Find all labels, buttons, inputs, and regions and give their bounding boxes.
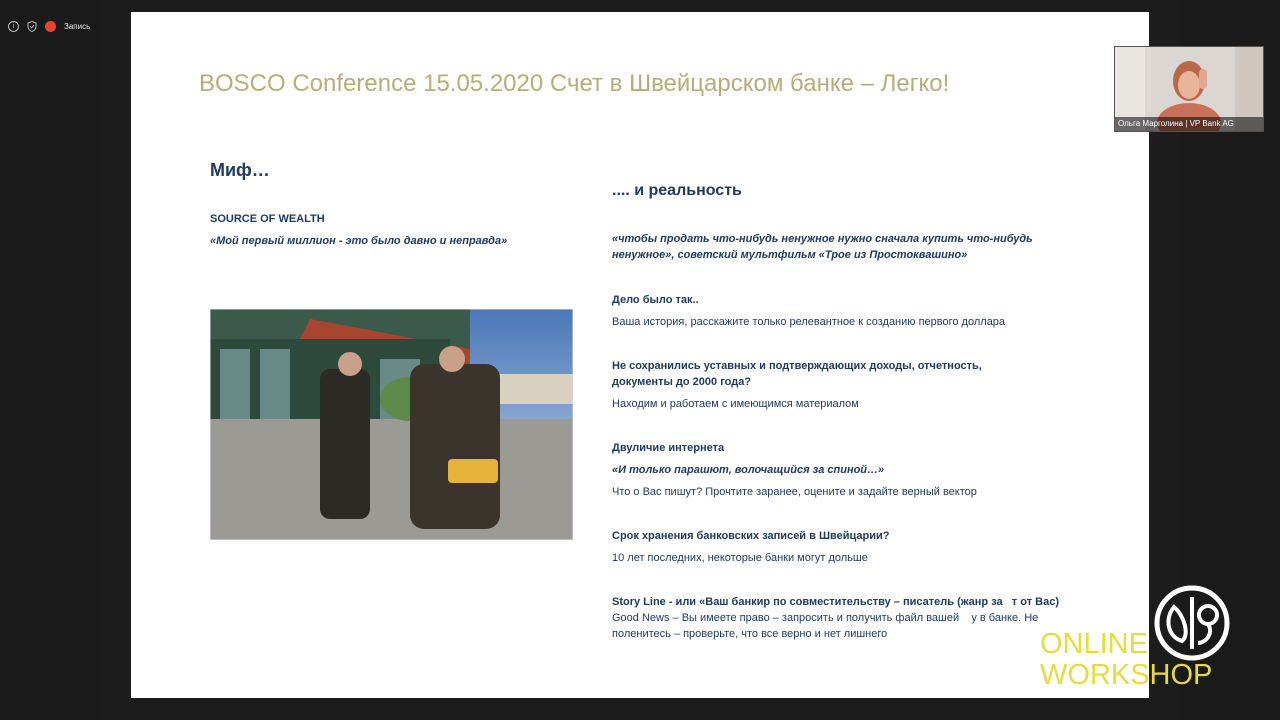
info-icon[interactable]: i — [8, 21, 19, 32]
slide-title: BOSCO Conference 15.05.2020 Счет в Швейцарском банке – Легко! — [199, 70, 950, 97]
meeting-topbar — [0, 12, 90, 40]
myth-quote: «Мой первый миллион - это было давно и неправда» — [210, 235, 508, 247]
left-panel — [0, 0, 100, 720]
logo-line1: ONLINE — [1040, 628, 1148, 660]
participant-name: Ольга Марголина | VP Bank AG — [1115, 117, 1263, 131]
storyline-heading: Story Line - или «Ваш банкир по совместительству – писатель (жанр за т от Вас) — [612, 596, 1059, 608]
storyline-body: Good News – Вы имеете право – запросить и получить файл вашей у в банке. Не поленитесь – проверьте, что все верно и нет лишнего — [612, 612, 1039, 640]
record-label[interactable]: Запись — [64, 21, 91, 31]
shared-slide — [131, 12, 1149, 698]
storyline-block — [612, 594, 1082, 642]
reality-heading: .... и реальность — [612, 182, 742, 199]
item-body: Что о Вас пишут? Прочтите заранее, оцените и задайте верный вектор — [612, 486, 977, 498]
record-icon[interactable] — [45, 21, 56, 32]
item-heading: Срок хранения банковских записей в Швейцарии? — [612, 530, 890, 542]
item-heading: Дело было так.. — [612, 294, 699, 306]
item-heading: Двуличие интернета — [612, 442, 725, 454]
workshop-emblem-icon — [1154, 585, 1232, 661]
online-workshop-logo — [1040, 585, 1230, 695]
item-quote: «И только парашют, волочащийся за спиной…» — [612, 464, 885, 476]
reality-quote: «чтобы продать что-нибудь ненужное нужно сначала купить что-нибудь ненужное», советский мультфильм «Трое из Простоквашино» — [612, 233, 1033, 261]
slide-photo — [210, 309, 573, 540]
myth-heading: Миф… — [210, 160, 270, 180]
myth-subheading: SOURCE OF WEALTH — [210, 213, 325, 225]
item-body: Ваша история, расскажите только релевантное к созданию первого доллара — [612, 316, 1006, 328]
shield-icon[interactable] — [27, 21, 37, 32]
logo-line2: WORKSHOP — [1040, 659, 1213, 691]
participant-video[interactable] — [1114, 46, 1264, 132]
item-body: 10 лет последних, некоторые банки могут дольше — [612, 552, 868, 564]
item-body: Находим и работаем с имеющимся материалом — [612, 398, 859, 410]
item-heading: Не сохранились уставных и подтверждающих доходы, отчетность, документы до 2000 года? — [612, 360, 982, 388]
